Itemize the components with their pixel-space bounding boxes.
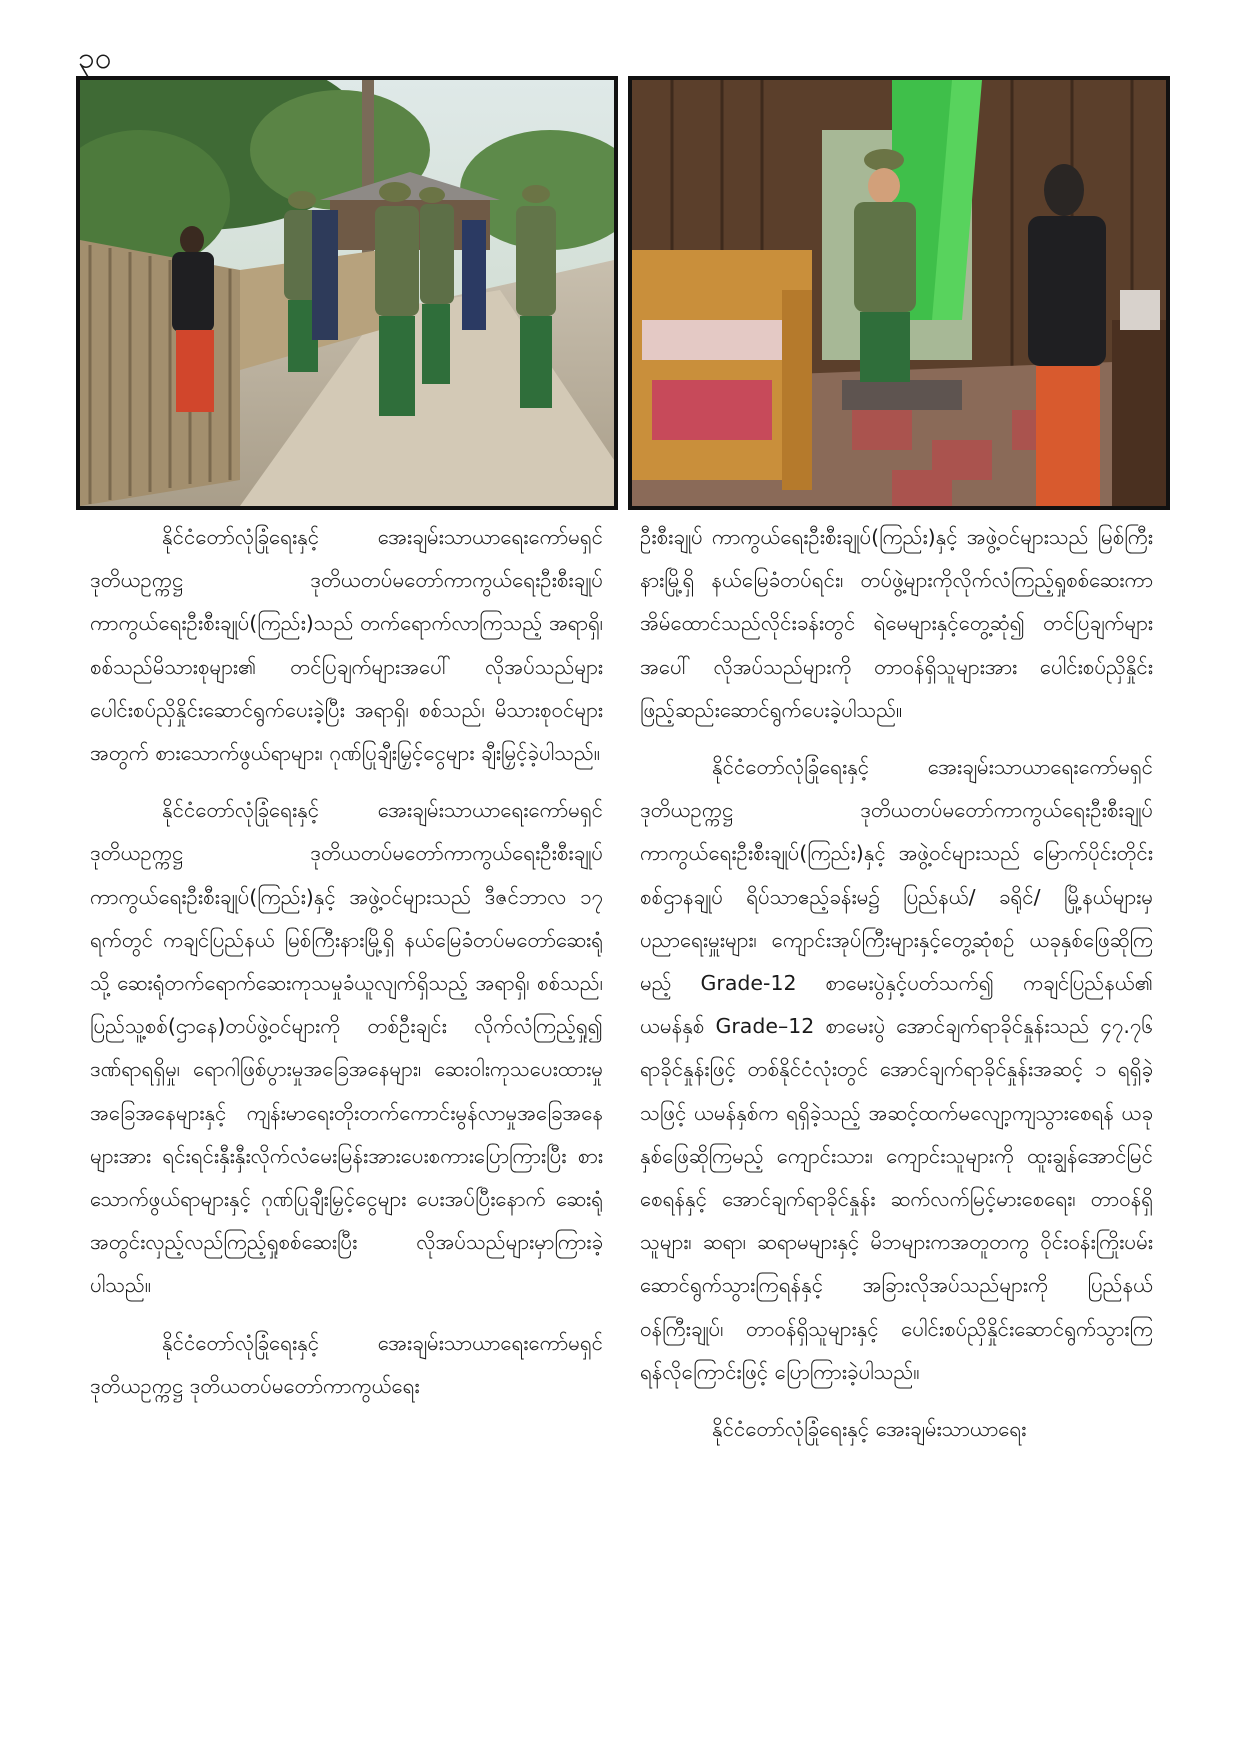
photo-house-visit — [628, 76, 1170, 510]
paragraph: နိုင်ငံတော်လုံခြုံရေးနှင့် အေးချမ်းသာယာရေးကော်မရှင် ဒုတိယဥက္ကဋ္ဌ ဒုတိယတပ်မတော်ကာကွယ်ရေးဦးစီးချုပ် ကာကွယ်ရေးဦးစီးချုပ်(ကြည်း)နှင့် အဖွဲ့ဝင်များသည် မြောက်ပိုင်းတိုင်းစစ်ဌာနချုပ် ရိပ်သာဧည့်ခန်းမ၌ ပြည်နယ်/ ခရိုင်/ မြို့နယ်များမှ ပညာရေးမှူးများ၊ ကျောင်းအုပ်ကြီးများနှင့်တွေ့ဆုံစဉ် ယခုနှစ်ဖြေဆိုကြမည့် Grade-12 စာမေးပွဲနှင့်ပတ်သက်၍ ကချင်ပြည်နယ်၏ ယမန်နှစ် Grade–12 စာမေးပွဲ အောင်ချက်ရာခိုင်နှုန်းသည် ၄၇.၇၆ ရာခိုင်နှုန်းဖြင့် တစ်နိုင်ငံလုံးတွင် အောင်ချက်ရာခိုင်နှုန်းအဆင့် ၁ ရရှိခဲ့သဖြင့် ယမန်နှစ်က ရရှိခဲ့သည့် အဆင့်ထက်မလျော့ကျသွားစေရန် ယခုနှစ်ဖြေဆိုကြမည့် ကျောင်းသား၊ ကျောင်းသူများကို ထူးချွန်အောင်မြင်စေရန်နှင့် အောင်ချက်ရာခိုင်နှုန်း ဆက်လက်မြင့်မားစေရေး၊ တာဝန်ရှိသူများ၊ ဆရာ၊ ဆရာမများနှင့် မိဘများကအတူတကွ ဝိုင်းဝန်းကြိုးပမ်းဆောင်ရွက်သွားကြရန်နှင့် အခြားလိုအပ်သည်များကို ပြည်နယ်ဝန်ကြီးချုပ်၊ တာဝန်ရှိသူများနှင့် ပေါင်းစပ်ညှိနှိုင်းဆောင်ရွက်သွားကြရန်လိုကြောင်းဖြင့် ပြောကြားခဲ့ပါသည်။ — [640, 755, 1153, 1384]
photograph-icon — [80, 80, 614, 506]
paragraph: ဦးစီးချုပ် ကာကွယ်ရေးဦးစီးချုပ်(ကြည်း)နှင့် အဖွဲ့ဝင်များသည် မြစ်ကြီးနားမြို့ရှိ နယ်မြေခံတပ်ရင်း၊ တပ်ဖွဲ့များကိုလိုက်လံကြည့်ရှုစစ်ဆေးကာ အိမ်ထောင်သည်လိုင်းခန်းတွင် ရဲမေများနှင့်တွေ့ဆုံ၍ တင်ပြချက်များအပေါ် လိုအပ်သည်များကို တာဝန်ရှိသူများအား ပေါင်းစပ်ညှိနှိုင်းဖြည့်ဆည်းဆောင်ရွက်ပေးခဲ့ပါသည်။ — [640, 525, 1153, 722]
page-number: ၃၀ — [78, 41, 112, 76]
paragraph: နိုင်ငံတော်လုံခြုံရေးနှင့် အေးချမ်းသာယာရေးကော်မရှင် ဒုတိယဥက္ကဋ္ဌ ဒုတိယတပ်မတော်ကာကွယ်ရေး — [90, 1330, 603, 1398]
paragraph: နိုင်ငံတော်လုံခြုံရေးနှင့် အေးချမ်းသာယာရေး — [712, 1417, 1027, 1442]
photo-village-visit — [76, 76, 618, 510]
text-column-right — [640, 516, 1153, 1465]
paragraph: နိုင်ငံတော်လုံခြုံရေးနှင့် အေးချမ်းသာယာရေးကော်မရှင် ဒုတိယဥက္ကဋ္ဌ ဒုတိယတပ်မတော်ကာကွယ်ရေးဦးစီးချုပ် ကာကွယ်ရေးဦးစီးချုပ်(ကြည်း)သည် တက်ရောက်လာကြသည့် အရာရှိ၊ စစ်သည်မိသားစုများ၏ တင်ပြချက်များအပေါ် လိုအပ်သည်များ ပေါင်းစပ်ညှိနှိုင်းဆောင်ရွက်ပေးခဲ့ပြီး အရာရှိ၊ စစ်သည်၊ မိသားစုဝင်များအတွက် စားသောက်ဖွယ်ရာများ၊ ဂုဏ်ပြုချီးမြှင့်ငွေများ ချီးမြှင့်ခဲ့ပါသည်။ — [90, 525, 603, 766]
text-column-left — [90, 516, 603, 1422]
photograph-icon — [632, 80, 1166, 506]
paragraph: နိုင်ငံတော်လုံခြုံရေးနှင့် အေးချမ်းသာယာရေးကော်မရှင် ဒုတိယဥက္ကဋ္ဌ ဒုတိယတပ်မတော်ကာကွယ်ရေးဦးစီးချုပ် ကာကွယ်ရေးဦးစီးချုပ်(ကြည်း)နှင့် အဖွဲ့ဝင်များသည် ဒီဇင်ဘာလ ၁၇ ရက်တွင် ကချင်ပြည်နယ် မြစ်ကြီးနားမြို့ရှိ နယ်မြေခံတပ်မတော်ဆေးရုံသို့ ဆေးရုံတက်ရောက်ဆေးကုသမှုခံယူလျက်ရှိသည့် အရာရှိ၊ စစ်သည်၊ ပြည်သူ့စစ်(ဌာနေ)တပ်ဖွဲ့ဝင်များကို တစ်ဦးချင်း လိုက်လံကြည့်ရှု၍ ဒဏ်ရာရရှိမှု၊ ရောဂါဖြစ်ပွားမှုအခြေအနေများ၊ ဆေးဝါးကုသပေးထားမှုအခြေအနေများနှင့် ကျန်းမာရေးတိုးတက်ကောင်းမွန်လာမှုအခြေအနေများအား ရင်းရင်းနှီးနှီးလိုက်လံမေးမြန်းအားပေးစကားပြောကြားပြီး စားသောက်ဖွယ်ရာများနှင့် ဂုဏ်ပြုချီးမြှင့်ငွေများ ပေးအပ်ပြီးနောက် ဆေးရုံအတွင်းလှည့်လည်ကြည့်ရှုစစ်ဆေးပြီး လိုအပ်သည်များမှာကြားခဲ့ပါသည်။ — [90, 798, 603, 1298]
